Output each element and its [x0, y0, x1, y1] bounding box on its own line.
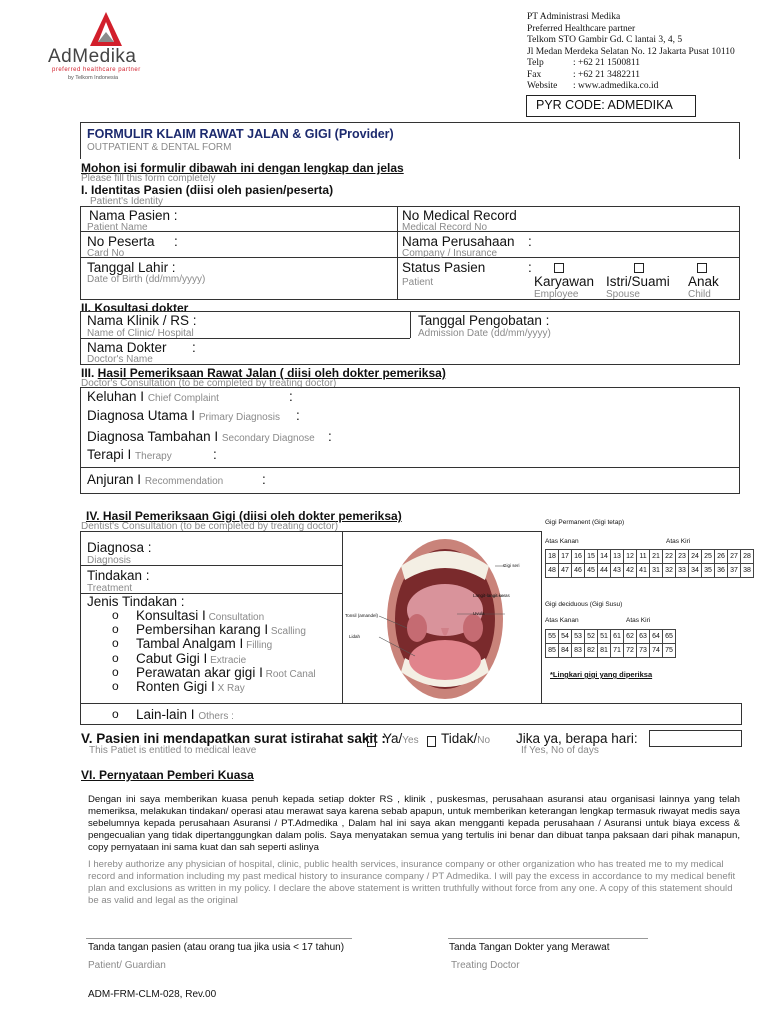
label-langit-keras: Langit-langit keras [473, 593, 510, 598]
medical-record-label: No Medical Record [402, 208, 517, 223]
tooth-cell[interactable]: 36 [715, 564, 728, 578]
tooth-cell[interactable]: 24 [689, 550, 702, 564]
recommendation-colon: : [262, 472, 266, 487]
tooth-cell[interactable]: 13 [611, 550, 624, 564]
tooth-cell[interactable]: 85 [546, 644, 559, 658]
card-no-colon: : [174, 234, 178, 249]
permanent-tooth-table [545, 549, 754, 578]
procedure-bullet: o [112, 608, 119, 622]
leave-no-label: Tidak/No [441, 731, 491, 746]
tooth-cell[interactable]: 52 [585, 630, 598, 644]
dental-diagnosis-label: Diagnosa : [87, 540, 152, 555]
tooth-cell[interactable]: 18 [546, 550, 559, 564]
tooth-cell[interactable]: 55 [546, 630, 559, 644]
medical-record-en: Medical Record No [402, 222, 488, 233]
tooth-row [546, 550, 754, 564]
others-label: Lain-lain I Others : [136, 707, 234, 722]
tooth-row [546, 630, 676, 644]
form-title: FORMULIR KLAIM RAWAT JALAN & GIGI (Provider) [87, 127, 394, 141]
procedure-item: Pembersihan karang I Scalling [136, 622, 306, 638]
tooth-cell[interactable]: 82 [585, 644, 598, 658]
instruction-en: Please fill this form completely [81, 173, 216, 184]
doctor-signature-label: Tanda Tangan Dokter yang Merawat [449, 942, 610, 953]
tooth-cell[interactable]: 31 [650, 564, 663, 578]
karyawan-label: Karyawan [534, 274, 595, 289]
deciduous-right-label: Atas Kiri [626, 617, 651, 624]
tooth-cell[interactable]: 23 [676, 550, 689, 564]
tooth-cell[interactable]: 38 [741, 564, 754, 578]
tooth-cell[interactable]: 15 [585, 550, 598, 564]
procedure-item: Cabut Gigi I Extracie [136, 650, 247, 666]
circle-note: *Lingkari gigi yang diperiksa [550, 670, 653, 679]
procedure-item: Konsultasi I Consultation [136, 608, 265, 623]
tooth-cell[interactable]: 73 [637, 644, 650, 658]
dental-diagnosis-en: Diagnosis [87, 555, 131, 566]
logo-name: AdMedika [48, 46, 137, 67]
logo-mark-icon [44, 10, 164, 50]
complaint-colon: : [289, 389, 293, 404]
dob-en: Date of Birth (dd/mm/yyyy) [87, 274, 206, 285]
section1-title-en: Patient's Identity [90, 196, 164, 207]
tooth-cell[interactable]: 41 [637, 564, 650, 578]
therapy-colon: : [213, 447, 217, 462]
authorization-en: I hereby authorize any physician of hospital, clinic, public health services, insurance company or other organization who has treated me to my medical record and information including my past medical history to insurance company / PT Admedika. I will pay the excess in accordance to my medical benefit plan and exclusions as written in my policy. I declare the above statement is written truthfully without force from any one. A copy of this statement should be as valid and legal as the original [88, 859, 736, 906]
identity-divider [397, 206, 398, 300]
tooth-cell[interactable]: 65 [663, 630, 676, 644]
karyawan-checkbox[interactable] [554, 263, 564, 273]
procedure-item: Ronten Gigi I X Ray [136, 679, 245, 694]
tooth-cell[interactable]: 14 [598, 550, 611, 564]
tooth-cell[interactable]: 48 [546, 564, 559, 578]
outpatient-row-line [80, 467, 740, 468]
consult-divider [410, 311, 411, 338]
tooth-cell[interactable]: 22 [663, 550, 676, 564]
authorization-id: Dengan ini saya memberikan kuasa penuh kepada setiap dokter RS , klinik , puskesmas, perusahaan asuransi atau organisasi lainnya yang telah memeriksa, melakukan tindakan/ operasi atau merawat saya karena sebab apapun, untuk memberikan keterangan lengkap termasuk riwayat medis saya sebelumnya kepada perusahaan Asuransi / PT.Admedika , Dalam hal ini saya akan mengganti kepada perusahaan / Asuransi untuk biaya excess & pengecualian yang tidak dipertanggungkan dalam polis. Saya menyatakan semua yang tertulis ini benar dan dibuat tanpa paksaan dari pihak manapun, copy pernyataan ini sama kuat dan sah seperti aslinya [88, 794, 740, 853]
tooth-cell[interactable]: 74 [650, 644, 663, 658]
doctor-signature-en: Treating Doctor [451, 960, 520, 971]
procedure-type-label: Jenis Tindakan : [87, 594, 185, 609]
patient-name-label: Nama Pasien : [89, 208, 178, 223]
leave-no-checkbox[interactable] [427, 736, 436, 747]
company-en: Company / Insurance [402, 248, 498, 259]
primary-diagnosis-colon: : [296, 408, 300, 423]
company-line2: Preferred Healthcare partner [527, 23, 636, 34]
admission-en: Admission Date (dd/mm/yyyy) [418, 328, 551, 339]
tooth-cell[interactable]: 64 [650, 630, 663, 644]
admission-label: Tanggal Pengobatan : [418, 313, 550, 328]
tooth-cell[interactable]: 33 [676, 564, 689, 578]
leave-yes-label: Ya/Yes [383, 731, 419, 746]
mouth-illustration [345, 536, 541, 702]
deciduous-title: Gigi deciduous (Gigi Susu) [545, 601, 623, 608]
tooth-cell[interactable]: 44 [598, 564, 611, 578]
tooth-cell[interactable]: 16 [572, 550, 585, 564]
treatment-en: Treatment [87, 583, 133, 594]
doctor-label: Nama Dokter [87, 340, 167, 355]
status-en: Patient [402, 277, 434, 288]
tooth-chart-panel [542, 513, 760, 693]
section3-title: III. Hasil Pemeriksaan Rawat Jalan ( diisi oleh dokter pemeriksa) [81, 366, 446, 380]
spouse-checkbox[interactable] [634, 263, 644, 273]
dob-label: Tanggal Lahir : [87, 260, 176, 275]
doctor-signature-line [448, 938, 648, 939]
tooth-cell[interactable]: 51 [598, 630, 611, 644]
pyr-code-box [526, 95, 696, 117]
procedure-bullet: o [112, 679, 119, 693]
leave-days-label: Jika ya, berapa hari: [516, 731, 638, 746]
tooth-row [546, 564, 754, 578]
tooth-cell[interactable]: 83 [572, 644, 585, 658]
card-no-label: No Peserta [87, 234, 155, 249]
tooth-cell[interactable]: 28 [741, 550, 754, 564]
tooth-cell[interactable]: 32 [663, 564, 676, 578]
section5-title-en: This Patiet is entitled to medical leave [89, 745, 257, 756]
section2-title: II. Kosultasi dokter [81, 301, 189, 315]
treatment-label: Tindakan : [87, 568, 150, 583]
tooth-cell[interactable]: 37 [728, 564, 741, 578]
permanent-right-label: Atas Kiri [666, 538, 691, 545]
procedure-bullet: o [112, 664, 119, 679]
tooth-cell[interactable]: 75 [663, 644, 676, 658]
company-web: Website : www.admedika.co.id [527, 81, 659, 91]
procedure-item: Tambal Analgam I Filling [136, 636, 273, 652]
leave-yes-checkbox[interactable] [367, 736, 376, 747]
secondary-diagnosis-label: Diagnosa Tambahan I Secondary Diagnose [87, 429, 315, 444]
tooth-row [546, 644, 676, 658]
company-label: Nama Perusahaan [402, 234, 515, 249]
child-en: Child [688, 289, 711, 300]
patient-signature-line [86, 938, 352, 939]
karyawan-en: Employee [534, 289, 579, 300]
doctor-en: Doctor's Name [87, 354, 153, 365]
label-tonsil: Tonsil (amandel) [345, 613, 379, 618]
tooth-cell[interactable]: 47 [559, 564, 572, 578]
patient-signature-en: Patient/ Guardian [88, 960, 166, 971]
deciduous-tooth-table [545, 629, 676, 658]
permanent-left-label: Atas Kanan [545, 538, 579, 545]
section5-title: V. Pasien ini mendapatkan surat istirahat sakit : [81, 731, 386, 746]
tooth-cell[interactable]: 27 [728, 550, 741, 564]
others-bullet: o [112, 707, 119, 721]
company-fax: Fax : +62 21 3482211 [527, 69, 641, 80]
pyr-code: PYR CODE: ADMEDIKA [536, 98, 673, 112]
tooth-cell[interactable]: 43 [611, 564, 624, 578]
tooth-cell[interactable]: 17 [559, 550, 572, 564]
tooth-cell[interactable]: 71 [611, 644, 624, 658]
procedure-bullet: o [112, 650, 119, 665]
clinic-label: Nama Klinik / RS : [87, 313, 197, 328]
tooth-cell[interactable]: 54 [559, 630, 572, 644]
form-code: ADM-FRM-CLM-028, Rev.00 [88, 989, 217, 1000]
company-address-2: Jl Medan Merdeka Selatan No. 12 Jakarta Pusat 10110 [527, 46, 735, 57]
spouse-en: Spouse [606, 289, 640, 300]
company-colon: : [528, 234, 532, 249]
instruction: Mohon isi formulir dibawah ini dengan lengkap dan jelas [81, 161, 404, 175]
company-telp: Telp : +62 21 1500811 [527, 58, 641, 68]
deciduous-left-label: Atas Kanan [545, 617, 579, 624]
leave-days-en: If Yes, No of days [521, 745, 599, 756]
tooth-cell[interactable]: 61 [611, 630, 624, 644]
section4-title: IV. Hasil Pemeriksaan Gigi (diisi oleh dokter pemeriksa) [86, 509, 402, 523]
label-lidah: Lidah [349, 634, 361, 639]
tooth-cell[interactable]: 63 [637, 630, 650, 644]
patient-name-en: Patient Name [87, 222, 148, 233]
tooth-cell[interactable]: 81 [598, 644, 611, 658]
card-no-en: Card No [87, 248, 125, 259]
doctor-colon: : [192, 340, 196, 355]
tooth-cell[interactable]: 11 [637, 550, 650, 564]
section1-title: I. Identitas Pasien (diisi oleh pasien/peserta) [81, 183, 334, 197]
secondary-diagnosis-colon: : [328, 429, 332, 444]
section6-title: VI. Pernyataan Pemberi Kuasa [81, 768, 254, 782]
child-label: Anak [688, 274, 719, 289]
form-subtitle: OUTPATIENT & DENTAL FORM [87, 142, 232, 153]
logo-sub: by Telkom Indonesia [68, 75, 119, 81]
child-checkbox[interactable] [697, 263, 707, 273]
leave-days-input[interactable] [649, 730, 742, 747]
spouse-label: Istri/Suami [606, 274, 670, 289]
tooth-cell[interactable]: 45 [585, 564, 598, 578]
primary-diagnosis-label: Diagnosa Utama I Primary Diagnosis [87, 408, 280, 423]
tooth-cell[interactable]: 62 [624, 630, 637, 644]
permanent-title: Gigi Permanent (Gigi tetap) [545, 519, 625, 526]
tooth-cell[interactable]: 35 [702, 564, 715, 578]
procedure-item: Perawatan akar gigi I Root Canal [136, 664, 316, 680]
tooth-cell[interactable]: 34 [689, 564, 702, 578]
tooth-cell[interactable]: 12 [624, 550, 637, 564]
mouth-anatomy-icon [345, 536, 541, 702]
tooth-cell[interactable]: 21 [650, 550, 663, 564]
procedure-bullet: o [112, 622, 119, 637]
status-colon: : [528, 260, 532, 275]
patient-signature-label: Tanda tangan pasien (atau orang tua jika usia < 17 tahun) [88, 942, 345, 953]
company-info [527, 12, 735, 93]
dental-divider [342, 531, 343, 704]
status-label: Status Pasien [402, 260, 486, 275]
label-gigi-seri: Gigi seri [503, 563, 520, 568]
therapy-label: Terapi I Therapy [87, 447, 172, 462]
tooth-cell[interactable]: 46 [572, 564, 585, 578]
section4-title-en: Dentist's Consultation (to be completed by treating doctor) [81, 521, 339, 532]
clinic-en: Name of Clinic/ Hospital [87, 328, 194, 339]
tooth-cell[interactable]: 53 [572, 630, 585, 644]
tooth-cell[interactable]: 26 [715, 550, 728, 564]
label-uvula: Uvula [473, 611, 485, 616]
company-name: PT Administrasi Medika [527, 12, 621, 22]
procedure-bullet: o [112, 636, 119, 651]
tooth-cell[interactable]: 84 [559, 644, 572, 658]
admedika-logo [44, 10, 164, 82]
tooth-cell[interactable]: 42 [624, 564, 637, 578]
tooth-cell[interactable]: 72 [624, 644, 637, 658]
complaint-label: Keluhan I Chief Complaint [87, 389, 219, 404]
company-address: Telkom STO Gambir Gd. C lantai 3, 4, 5 [527, 35, 683, 45]
recommendation-label: Anjuran I Recommendation [87, 472, 224, 487]
section3-title-en: Doctor's Consultation (to be completed by treating doctor) [81, 378, 337, 389]
logo-tagline: preferred healthcare partner [52, 67, 141, 73]
tooth-cell[interactable]: 25 [702, 550, 715, 564]
